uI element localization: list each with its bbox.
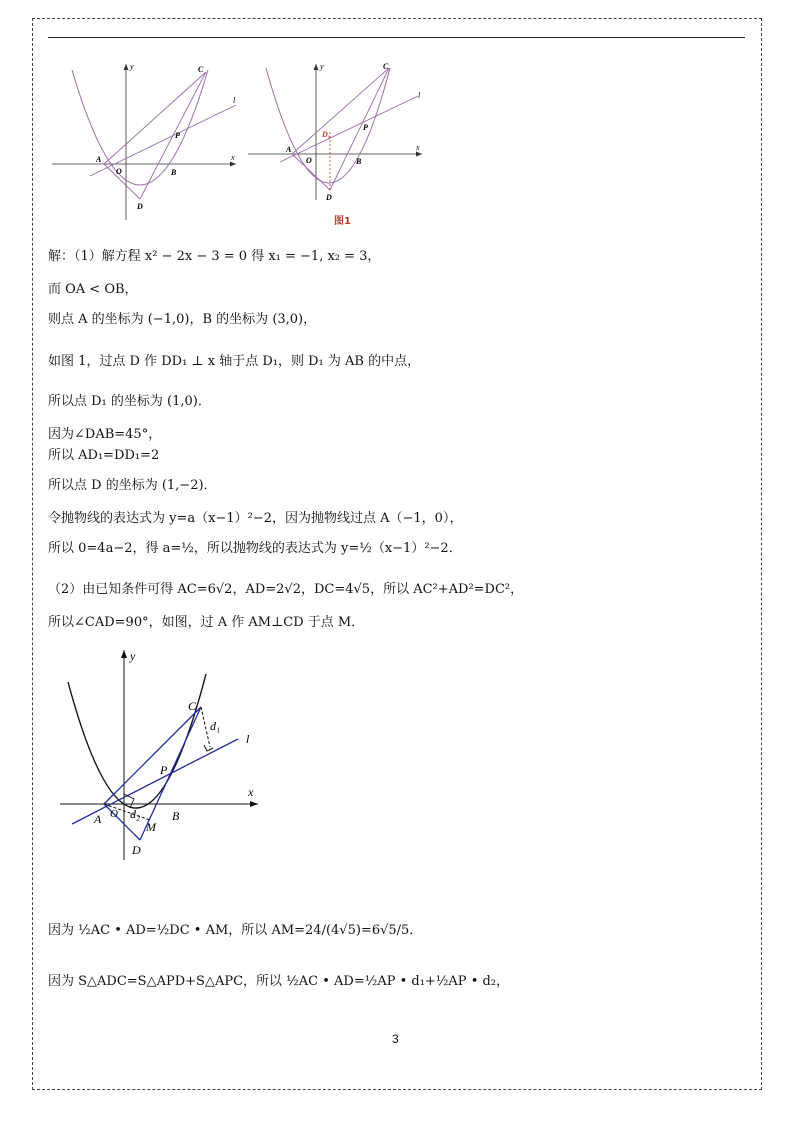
label-l: l (246, 732, 250, 746)
page-number: 3 (392, 1032, 399, 1046)
solution-line-14: 因为 S△ADC=S△APD+S△APC，所以 ½AC • AD=½AP • d₁+½AP • d₂， (48, 974, 510, 989)
label-B: B (172, 809, 180, 823)
label-y: y (130, 649, 136, 663)
label-C: C (198, 65, 204, 74)
label-O: O (116, 167, 122, 176)
solution-line-4: 如图 1，过点 D 作 DD₁ ⊥ x 轴于点 D₁，则 D₁ 为 AB 的中点， (48, 354, 421, 369)
solution-line-3: 则点 A 的坐标为 (−1,0)，B 的坐标为 (3,0)， (48, 312, 317, 327)
solution-line-10: 所以 0=4a−2，得 a=½，所以抛物线的表达式为 y=½（x−1）²−2． (48, 541, 462, 556)
label-C: C (188, 699, 197, 713)
label-D: D (137, 202, 143, 211)
label-P: P (363, 123, 368, 132)
label-O: O (306, 156, 312, 165)
label-y: y (320, 62, 324, 71)
label-P: P (175, 131, 180, 140)
label-y: y (130, 62, 134, 71)
solution-line-13: 因为 ½AC • AD=½DC • AM，所以 AM=24/(4√5)=6√5/5． (48, 923, 423, 938)
solution-line-2: 而 OA < OB， (48, 282, 138, 297)
label-d2: d₂ (130, 807, 141, 821)
label-B: B (171, 168, 177, 177)
label-x: x (416, 143, 420, 152)
solution-line-12: 所以∠CAD=90°，如图，过 A 作 AM⊥CD 于点 M． (48, 615, 365, 630)
figure-parabola-a (50, 60, 240, 225)
header-rule (48, 37, 745, 38)
label-B: B (356, 157, 362, 166)
label-D: D (132, 843, 141, 857)
label-l: l (418, 91, 421, 100)
label-A: A (94, 812, 102, 826)
label-M: M (146, 820, 156, 834)
label-P: P (160, 763, 168, 777)
solution-line-6: 因为∠DAB=45°， (48, 427, 162, 442)
label-x: x (231, 153, 235, 162)
figure-1-caption: 图1 (334, 216, 351, 227)
label-C: C (383, 62, 389, 71)
solution-line-9: 令抛物线的表达式为 y=a（x−1）²−2，因为抛物线过点 A（−1，0）， (48, 511, 463, 526)
solution-line-7: 所以 AD₁=DD₁=2 (48, 448, 160, 463)
solution-line-1: 解：（1）解方程 x² − 2x − 3 = 0 得 x₁ = −1, x₂ = 3， (48, 249, 381, 264)
label-A: A (286, 145, 292, 154)
solution-line-8: 所以点 D 的坐标为 (1,−2)． (48, 478, 217, 493)
label-D: D (326, 193, 332, 202)
label-A: A (96, 155, 102, 164)
label-O: O (110, 808, 118, 820)
figure-1-parabola (246, 60, 426, 210)
solution-line-5: 所以点 D₁ 的坐标为 (1,0)． (48, 394, 211, 409)
solution-line-11: （2）由已知条件可得 AC=6√2，AD=2√2，DC=4√5，所以 AC²+AD²=DC²， (48, 582, 524, 597)
label-d1: d₁ (210, 719, 221, 733)
label-l: l (233, 96, 236, 105)
figure-parabola-distance (58, 648, 268, 863)
label-x: x (248, 785, 254, 799)
label-D1: D₁ (322, 130, 331, 139)
